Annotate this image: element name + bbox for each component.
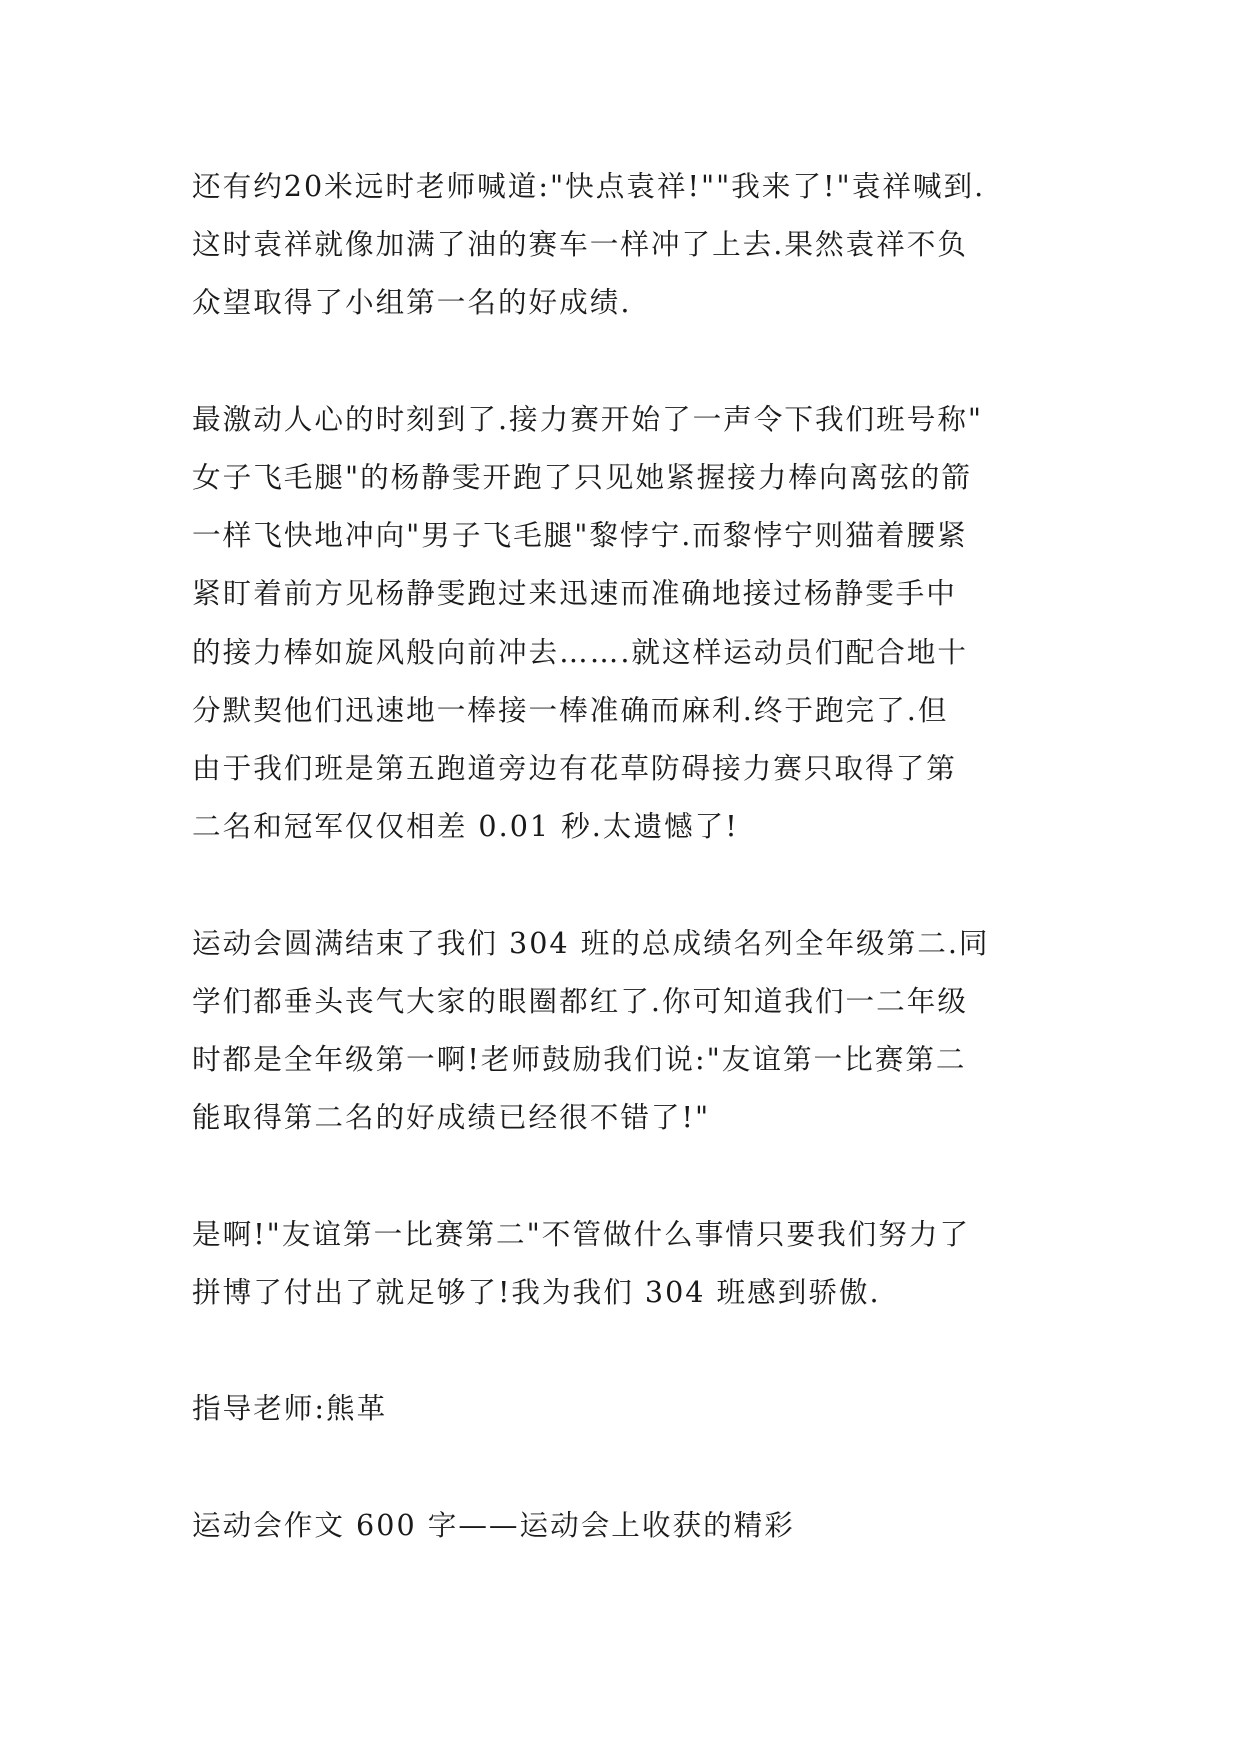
paragraph-teacher-credit: 指导老师:熊革 <box>192 1391 388 1426</box>
paragraph-meet-result: 运动会圆满结束了我们 304 班的总成绩名列全年级第二.同 学们都垂头丧气大家的眼圈都红了.你可知道我们一二年级 时都是全年级第一啊!老师鼓励我们说:"友谊第一比赛第二 能取得第二名的好成绩已经很不错了!" <box>192 925 990 1135</box>
document-body <box>192 157 1062 1612</box>
paragraph-relay-finish: 还有约20米远时老师喊道:"快点袁祥!""我来了!"袁祥喊到. 这时袁祥就像加满了油的赛车一样冲了上去.果然袁祥不负 众望取得了小组第一名的好成绩. <box>192 169 986 320</box>
paragraph-conclusion: 是啊!"友谊第一比赛第二"不管做什么事情只要我们努力了 拼博了付出了就足够了!我为我们 304 班感到骄傲. <box>192 1216 971 1309</box>
paragraph-relay-race: 最激动人心的时刻到了.接力赛开始了一声令下我们班号称" 女子飞毛腿"的杨静雯开跑了只见她紧握接力棒向离弦的箭 一样飞快地冲向"男子飞毛腿"黎悖宁.而黎悖宁则猫着腰紧 紧盯着前方见杨静雯跑过来迅速而准确地接过杨静雯手中 的接力棒如旋风般向前冲去…….就这样运动员们配合地十 分默契他们迅速地一棒接一棒准确而麻利.终于跑完了.但 由于我们班是第五跑道旁边有花草防碍接力赛只取得了第 二名和冠军仅仅相差 0.01 秒.太遗憾了! <box>192 401 984 844</box>
next-essay-title: 运动会作文 600 字——运动会上收获的精彩 <box>192 1507 795 1542</box>
